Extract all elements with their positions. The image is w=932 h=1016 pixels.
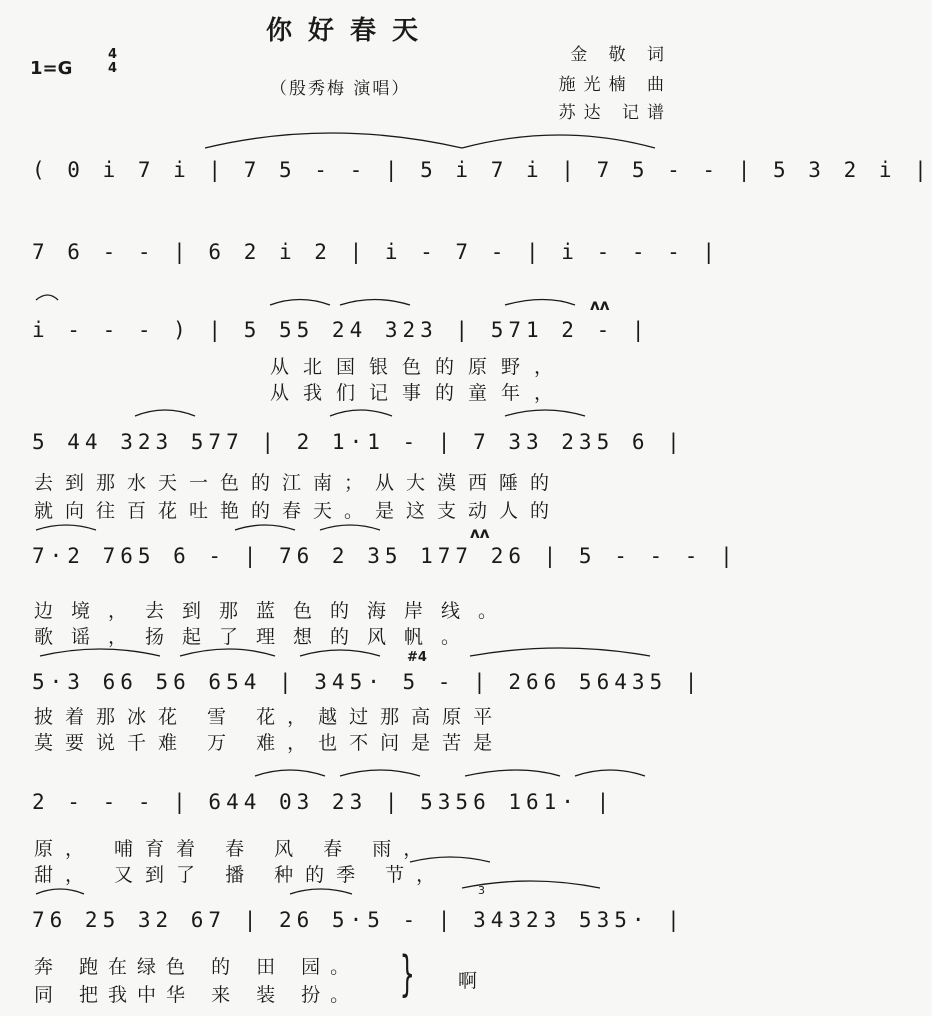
lyric-line: 原， 哺育着 春 风 春 雨，: [34, 838, 435, 860]
page-title: 你好春天: [265, 16, 434, 46]
lyric-line: 去到那水天一色的江南；从大漠西陲的: [34, 472, 562, 494]
triplet-mark: 3: [478, 884, 485, 897]
meter-change: #4: [407, 650, 427, 665]
singer-credit: （殷秀梅 演唱）: [270, 79, 411, 99]
lyric-line: 披着那冰花 雪 花，越过那高原平: [34, 706, 505, 728]
notes: i - - - ) | 5 55 24 323 | 571 2 - |: [32, 318, 650, 342]
notes: ( 0 i 7 i | 7 5 - - | 5 i 7 i | 7 5 - - | 5 3 2 i |: [32, 158, 932, 182]
score-row: [32, 232, 721, 276]
lyric-line: 莫要说千难 万 难，也不问是苦是: [34, 732, 505, 754]
score-row: [32, 150, 932, 194]
lyric-line: 从我们记事的童年，: [270, 382, 568, 404]
score-row: [32, 900, 685, 944]
transcriber-credit: 苏达 记谱: [558, 103, 672, 123]
composer-credit: 施光楠 曲: [558, 75, 672, 95]
lyric-line: 同 把我中华 来 装 扮。: [34, 984, 360, 1006]
lyric-line: 边境，去到那蓝色的海岸线。: [34, 600, 516, 622]
score-row: [32, 536, 738, 580]
lyric-line: 就向往百花吐艳的春天。是这支动人的: [34, 500, 562, 522]
notes: 5·3 66 56 654 | 345· 5 - | 266 56435 |: [32, 670, 703, 694]
score-row: [32, 782, 674, 826]
ornament: ʌʌ: [470, 524, 490, 542]
key-signature: 1=G: [30, 58, 73, 79]
interjection: 啊: [458, 970, 478, 992]
lyric-brace: }: [399, 946, 415, 1002]
score-row: [32, 310, 674, 354]
lyric-line: 歌谣，扬起了理想的风帆。: [34, 626, 479, 648]
score-row: [32, 662, 703, 706]
lyric-line: 奔 跑在绿色 的 田 园。: [34, 956, 360, 978]
time-signature: [108, 48, 117, 76]
notes: 7·2 765 6 - | 76 2 35 177 26 | 5 - - - |: [32, 544, 738, 568]
ornament: ʌʌ: [590, 296, 610, 314]
lyric-line: 甜， 又到了 播 种的季 节，: [34, 864, 448, 886]
notes: 5 44 323 577 | 2 1·1 - | 7 33 235 6 |: [32, 430, 685, 454]
lyricist-credit: 金 敬 词: [570, 45, 672, 65]
lyric-line: 从北国银色的原野，: [270, 356, 568, 378]
score-row: [32, 422, 685, 466]
notes: 76 25 32 67 | 26 5·5 - | 34323 535· |: [32, 908, 685, 932]
time-signature-bottom: 4: [108, 61, 118, 76]
notes: 2 - - - | 644 03 23 | 5356 161· |: [32, 790, 615, 814]
time-signature-top: 4: [108, 47, 118, 62]
notes: 7 6 - - | 6 2 i 2 | i - 7 - | i - - - |: [32, 240, 721, 264]
